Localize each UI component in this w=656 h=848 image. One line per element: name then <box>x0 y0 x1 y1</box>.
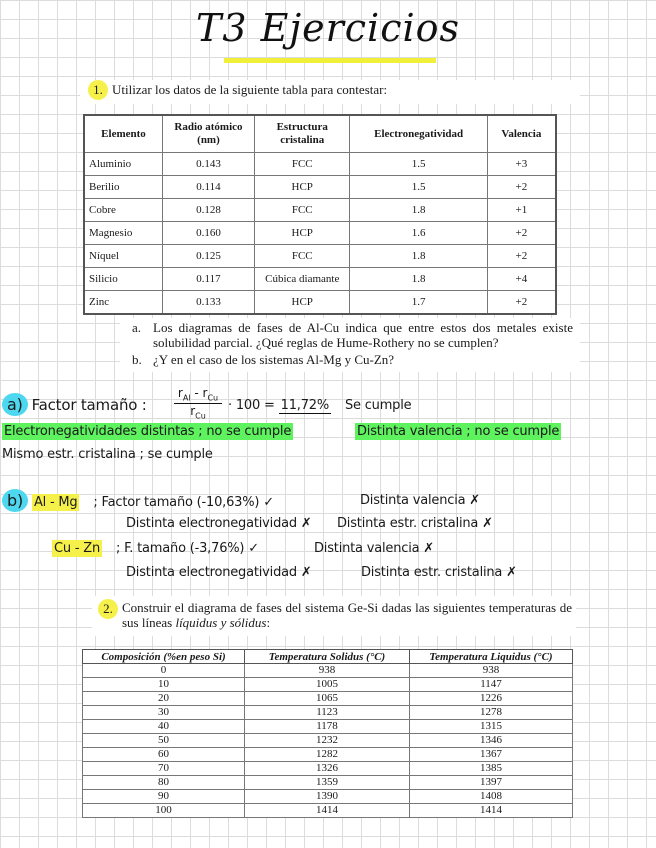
table-cell: 30 <box>83 706 245 720</box>
col-header: Composición (%en peso Si) <box>83 650 245 664</box>
table-row <box>83 748 573 762</box>
table-cell: 938 <box>410 664 573 678</box>
table-cell: 1123 <box>245 706 410 720</box>
gesi-table-header <box>83 650 573 664</box>
q1-subquestions <box>120 318 580 372</box>
table-row <box>83 706 573 720</box>
notes-a-label: a) <box>2 393 28 416</box>
table-row <box>84 199 556 222</box>
table-cell: 0 <box>83 664 245 678</box>
notes-a-electro: Electronegatividades distintas ; no se cumple <box>4 424 292 439</box>
table-cell: 1.8 <box>350 268 487 291</box>
table-row <box>84 291 556 315</box>
table-cell: 1065 <box>245 692 410 706</box>
table-cell: 1414 <box>410 804 573 818</box>
table-cell: Silicio <box>84 268 162 291</box>
result-value: 11,72% <box>280 398 330 413</box>
table-cell: 1178 <box>245 720 410 734</box>
table-cell: +1 <box>487 199 556 222</box>
title-highlight <box>224 58 436 63</box>
table-row <box>83 776 573 790</box>
notes-b-cuzn-valencia: Distinta valencia ✗ <box>314 541 434 556</box>
table-cell: 1.7 <box>350 291 487 315</box>
table-row <box>83 804 573 818</box>
table-cell: 1.8 <box>350 245 487 268</box>
table-row <box>84 222 556 245</box>
gesi-table <box>82 649 573 818</box>
table-cell: FCC <box>254 153 349 176</box>
table-cell: FCC <box>254 199 349 222</box>
table-row <box>83 664 573 678</box>
notes-a-line1 <box>2 395 147 414</box>
q1-number: 1. <box>88 80 108 100</box>
table-cell: +2 <box>487 245 556 268</box>
table-cell: +2 <box>487 222 556 245</box>
table-cell: 1367 <box>410 748 573 762</box>
table-cell: 1.8 <box>350 199 487 222</box>
table-cell: 70 <box>83 762 245 776</box>
table-cell: 1.5 <box>350 176 487 199</box>
notes-b-almg-valencia: Distinta valencia ✗ <box>360 493 480 508</box>
table-row <box>83 692 573 706</box>
table-cell: 90 <box>83 790 245 804</box>
table-cell: 1278 <box>410 706 573 720</box>
table-cell: +3 <box>487 153 556 176</box>
sub-a-label: a. <box>132 320 142 335</box>
table-cell: 1397 <box>410 776 573 790</box>
table-cell: Magnesio <box>84 222 162 245</box>
table-cell: 938 <box>245 664 410 678</box>
table-cell: FCC <box>254 245 349 268</box>
elements-table <box>83 114 557 315</box>
table-cell: Cúbica diamante <box>254 268 349 291</box>
table-cell: 1232 <box>245 734 410 748</box>
table-cell: 1326 <box>245 762 410 776</box>
fraction-denominator: $r_{Cu}$ <box>190 404 206 421</box>
table-cell: 1346 <box>410 734 573 748</box>
sub-a-text: Los diagramas de fases de Al-Cu indica que entre estos dos metales existe solubilidad parcial. ¿Qué reglas de Hume-Rothery no se cumplen? <box>153 320 573 350</box>
table-cell: Zinc <box>84 291 162 315</box>
notes-b-almg-electro: Distinta electronegatividad ✗ <box>126 516 312 531</box>
table-cell: 100 <box>83 804 245 818</box>
table-cell: 1.5 <box>350 153 487 176</box>
elements-table-header <box>84 115 556 153</box>
table-cell: 0.143 <box>162 153 254 176</box>
table-cell: 0.114 <box>162 176 254 199</box>
notes-b-cuzn: Cu - Zn ; F. tamaño (-3,76%) ✓ <box>54 541 259 556</box>
table-cell: 0.125 <box>162 245 254 268</box>
col-header: Temperatura Solidus (°C) <box>245 650 410 664</box>
table-row <box>84 153 556 176</box>
table-cell: Berilio <box>84 176 162 199</box>
fraction <box>174 386 222 421</box>
table-row <box>83 678 573 692</box>
table-cell: 1226 <box>410 692 573 706</box>
table-row <box>84 268 556 291</box>
sub-b-text: ¿Y en el caso de los sistemas Al-Mg y Cu-Zn? <box>153 352 395 367</box>
notes-a-estructura: Mismo estr. cristalina ; se cumple <box>2 447 213 462</box>
table-cell: 50 <box>83 734 245 748</box>
table-cell: 1.6 <box>350 222 487 245</box>
col-header: Valencia <box>487 115 556 153</box>
fraction-numerator: $r_{Al} - r_{Cu}$ <box>174 386 222 404</box>
notes-a-result: · 100 = 11,72% Se cumple <box>228 398 412 413</box>
col-header: Radio atómico (nm) <box>162 115 254 153</box>
col-header: Temperatura Liquidus (°C) <box>410 650 573 664</box>
table-row <box>83 790 573 804</box>
table-cell: 10 <box>83 678 245 692</box>
q2-header <box>92 596 576 636</box>
table-cell: Níquel <box>84 245 162 268</box>
col-header: Elemento <box>84 115 162 153</box>
sub-b-label: b. <box>132 352 142 367</box>
table-cell: HCP <box>254 291 349 315</box>
notes-b-label: b) <box>2 489 28 512</box>
page-title: T3 Ejercicios <box>195 6 461 50</box>
table-cell: 0.160 <box>162 222 254 245</box>
table-cell: 20 <box>83 692 245 706</box>
table-cell: 1385 <box>410 762 573 776</box>
table-cell: HCP <box>254 222 349 245</box>
table-cell: 0.128 <box>162 199 254 222</box>
notes-a-valencia: Distinta valencia ; no se cumple <box>357 424 560 439</box>
table-row <box>83 762 573 776</box>
table-cell: 1315 <box>410 720 573 734</box>
q2-text: Construir el diagrama de fases del sistema Ge-Si dadas las siguientes temperaturas de sus líneas líquidus y sólidus: <box>122 600 572 630</box>
table-row <box>83 720 573 734</box>
table-cell: 1282 <box>245 748 410 762</box>
table-cell: 0.117 <box>162 268 254 291</box>
table-cell: Aluminio <box>84 153 162 176</box>
table-cell: 1147 <box>410 678 573 692</box>
notes-b-almg-estr: Distinta estr. cristalina ✗ <box>337 516 493 531</box>
table-cell: 60 <box>83 748 245 762</box>
q2-number: 2. <box>98 599 118 619</box>
table-cell: Cobre <box>84 199 162 222</box>
col-header: Electronegatividad <box>350 115 487 153</box>
table-cell: +4 <box>487 268 556 291</box>
table-cell: 0.133 <box>162 291 254 315</box>
table-cell: 1005 <box>245 678 410 692</box>
factor-label: Factor tamaño : <box>31 396 147 414</box>
q1-text: Utilizar los datos de la siguiente tabla para contestar: <box>112 82 388 97</box>
table-cell: HCP <box>254 176 349 199</box>
table-cell: 1390 <box>245 790 410 804</box>
table-cell: 40 <box>83 720 245 734</box>
q1-header <box>80 80 580 104</box>
table-row <box>84 245 556 268</box>
notes-b-almg: b) Al - Mg ; Factor tamaño (-10,63%) ✓ <box>2 491 274 510</box>
notes-b-cuzn-electro: Distinta electronegatividad ✗ <box>126 565 312 580</box>
notes-b-cuzn-estr: Distinta estr. cristalina ✗ <box>361 565 517 580</box>
table-cell: +2 <box>487 291 556 315</box>
table-cell: +2 <box>487 176 556 199</box>
table-cell: 1414 <box>245 804 410 818</box>
table-row <box>83 734 573 748</box>
table-cell: 1359 <box>245 776 410 790</box>
table-cell: 1408 <box>410 790 573 804</box>
col-header: Estructura cristalina <box>254 115 349 153</box>
table-row <box>84 176 556 199</box>
table-cell: 80 <box>83 776 245 790</box>
